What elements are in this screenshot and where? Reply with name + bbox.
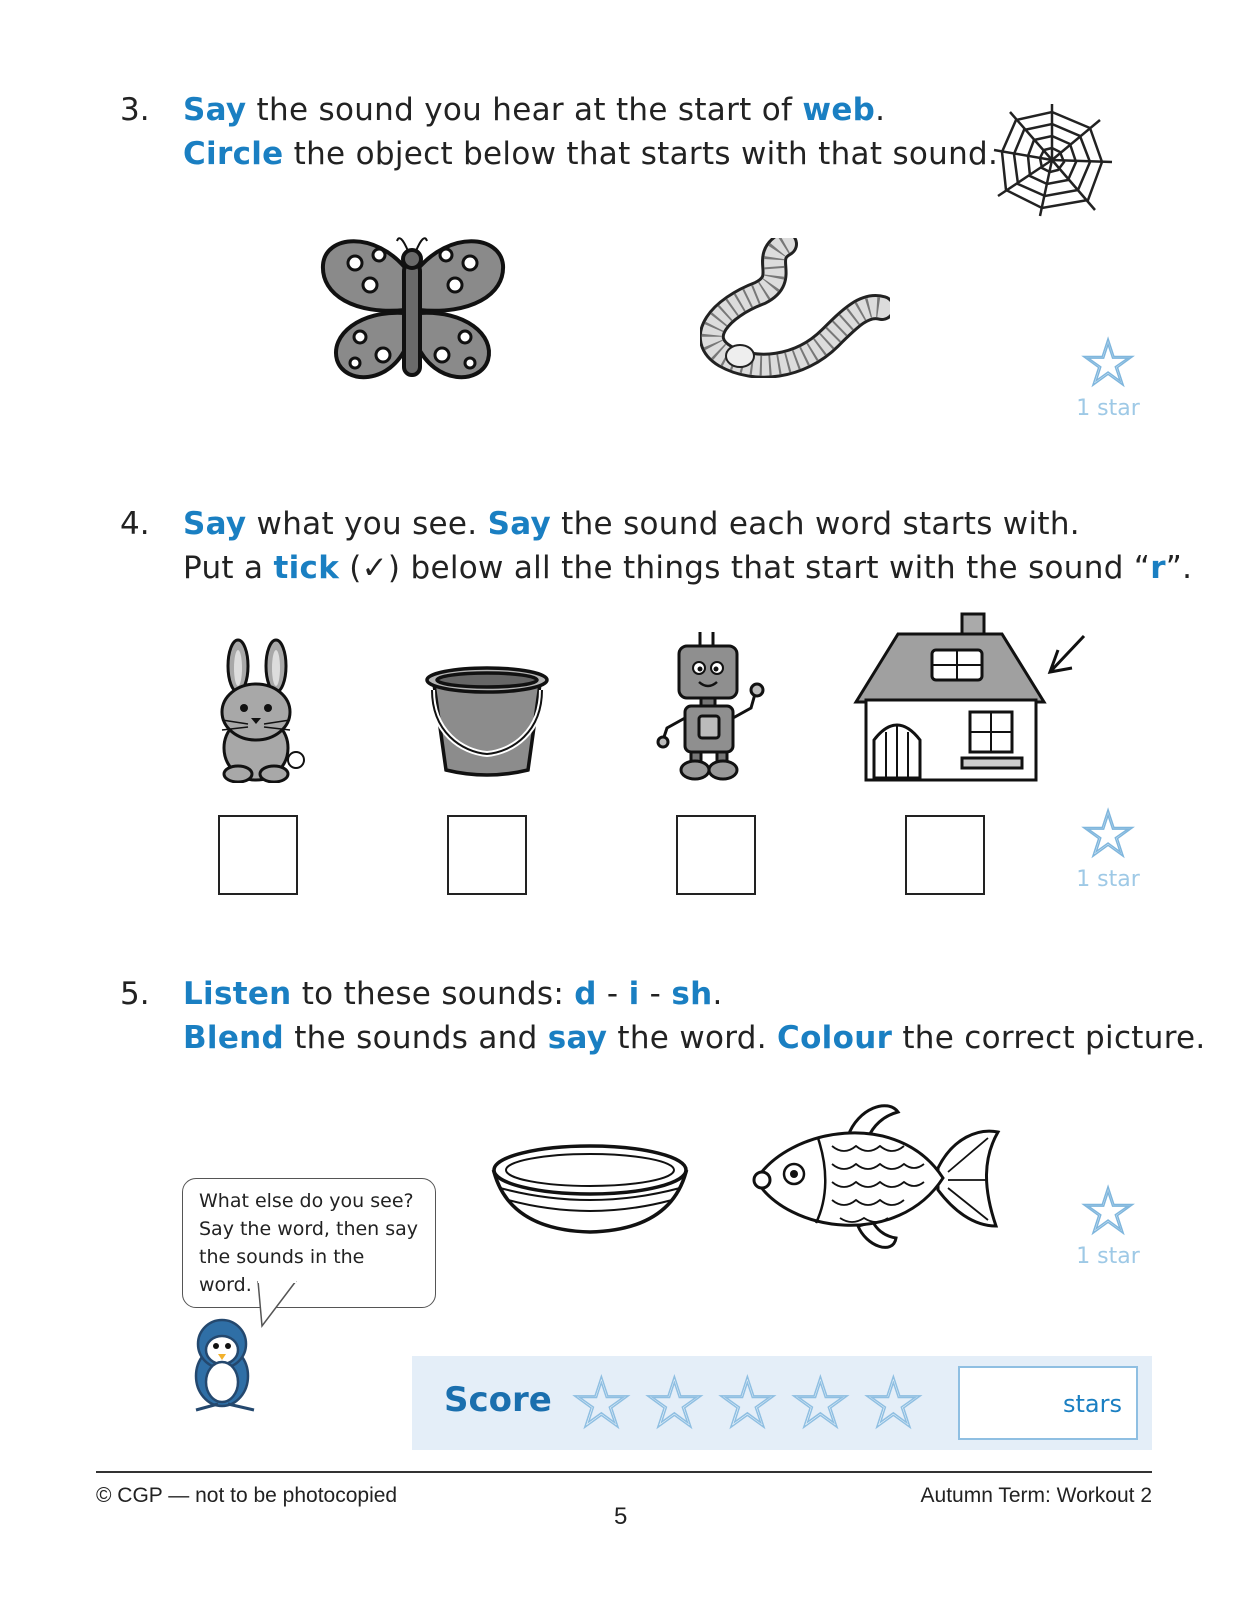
keyword: Say bbox=[183, 506, 247, 542]
tick-box-house[interactable] bbox=[905, 815, 985, 895]
question-5-star-rating bbox=[1068, 1175, 1148, 1269]
text: the sounds and bbox=[284, 1020, 548, 1056]
star-icon: ☆ bbox=[1079, 798, 1137, 872]
penguin-icon bbox=[178, 1316, 268, 1416]
text: (✓) below all the things that start with the sound “ bbox=[339, 550, 1151, 586]
question-3-line-2 bbox=[183, 132, 998, 176]
star-icon: ☆ bbox=[1079, 1175, 1137, 1249]
keyword: Listen bbox=[183, 976, 292, 1012]
keyword: say bbox=[547, 1020, 608, 1056]
keyword: Say bbox=[487, 506, 551, 542]
spider-web-icon bbox=[990, 100, 1115, 220]
tick-box-bucket[interactable] bbox=[447, 815, 527, 895]
text: what you see. bbox=[246, 506, 488, 542]
keyword: r bbox=[1150, 550, 1166, 586]
bubble-line: What else do you see? bbox=[199, 1190, 414, 1212]
score-star-icon: ☆ bbox=[862, 1362, 925, 1444]
worm-icon bbox=[700, 238, 890, 378]
robot-icon bbox=[655, 628, 775, 783]
text: the sound you hear at the start of bbox=[246, 92, 803, 128]
footer-copyright: © CGP — not to be photocopied bbox=[96, 1484, 398, 1507]
question-5-line-1 bbox=[183, 972, 723, 1016]
footer-workout-title: Autumn Term: Workout 2 bbox=[920, 1484, 1152, 1507]
dish-icon[interactable] bbox=[490, 1140, 690, 1235]
keyword: i bbox=[628, 976, 640, 1012]
score-star-icon: ☆ bbox=[570, 1362, 633, 1444]
text: - bbox=[596, 976, 629, 1012]
question-4-star-rating bbox=[1068, 798, 1148, 892]
keyword: tick bbox=[273, 550, 340, 586]
rabbit-icon bbox=[208, 638, 308, 783]
text: the correct picture. bbox=[892, 1020, 1206, 1056]
text: to these sounds: bbox=[291, 976, 575, 1012]
bubble-line: Say the word, then say bbox=[199, 1218, 419, 1240]
keyword: Blend bbox=[183, 1020, 285, 1056]
butterfly-icon bbox=[315, 225, 510, 390]
star-label: 1 star bbox=[1076, 867, 1140, 892]
text: the word. bbox=[607, 1020, 778, 1056]
page-number: 5 bbox=[614, 1503, 628, 1530]
keyword: sh bbox=[671, 976, 713, 1012]
text: the sound each word starts with. bbox=[551, 506, 1080, 542]
question-4-number: 4. bbox=[120, 506, 150, 542]
keyword: web bbox=[802, 92, 876, 128]
footer-rule bbox=[96, 1471, 1152, 1473]
score-input-box[interactable] bbox=[958, 1366, 1138, 1440]
keyword: Colour bbox=[777, 1020, 893, 1056]
text: Put a bbox=[183, 550, 274, 586]
tick-box-robot[interactable] bbox=[676, 815, 756, 895]
text: - bbox=[639, 976, 672, 1012]
question-3-line-1 bbox=[183, 88, 885, 132]
score-star-icon: ☆ bbox=[716, 1362, 779, 1444]
keyword: Circle bbox=[183, 136, 284, 172]
tick-box-rabbit[interactable] bbox=[218, 815, 298, 895]
score-box-label: stars bbox=[1063, 1390, 1122, 1418]
score-star-icon: ☆ bbox=[643, 1362, 706, 1444]
question-3-star-rating bbox=[1068, 327, 1148, 421]
house-icon bbox=[852, 610, 1087, 785]
score-label: Score bbox=[444, 1380, 552, 1420]
question-5-number: 5. bbox=[120, 976, 150, 1012]
text: the object below that starts with that sound. bbox=[283, 136, 999, 172]
star-label: 1 star bbox=[1076, 1244, 1140, 1269]
question-4-line-2 bbox=[183, 546, 1192, 590]
fish-icon[interactable] bbox=[748, 1098, 1003, 1258]
score-star-icon: ☆ bbox=[789, 1362, 852, 1444]
star-label: 1 star bbox=[1076, 396, 1140, 421]
keyword: d bbox=[574, 976, 597, 1012]
bucket-icon bbox=[422, 662, 552, 780]
question-5-line-2 bbox=[183, 1016, 1206, 1060]
bubble-line: the sounds in the word. bbox=[199, 1246, 365, 1296]
star-icon: ☆ bbox=[1079, 327, 1137, 401]
text: . bbox=[712, 976, 723, 1012]
question-4-line-1 bbox=[183, 502, 1080, 546]
keyword: Say bbox=[183, 92, 247, 128]
score-bar bbox=[412, 1356, 1152, 1450]
question-3-number: 3. bbox=[120, 92, 150, 128]
text: ”. bbox=[1165, 550, 1193, 586]
text: . bbox=[875, 92, 886, 128]
